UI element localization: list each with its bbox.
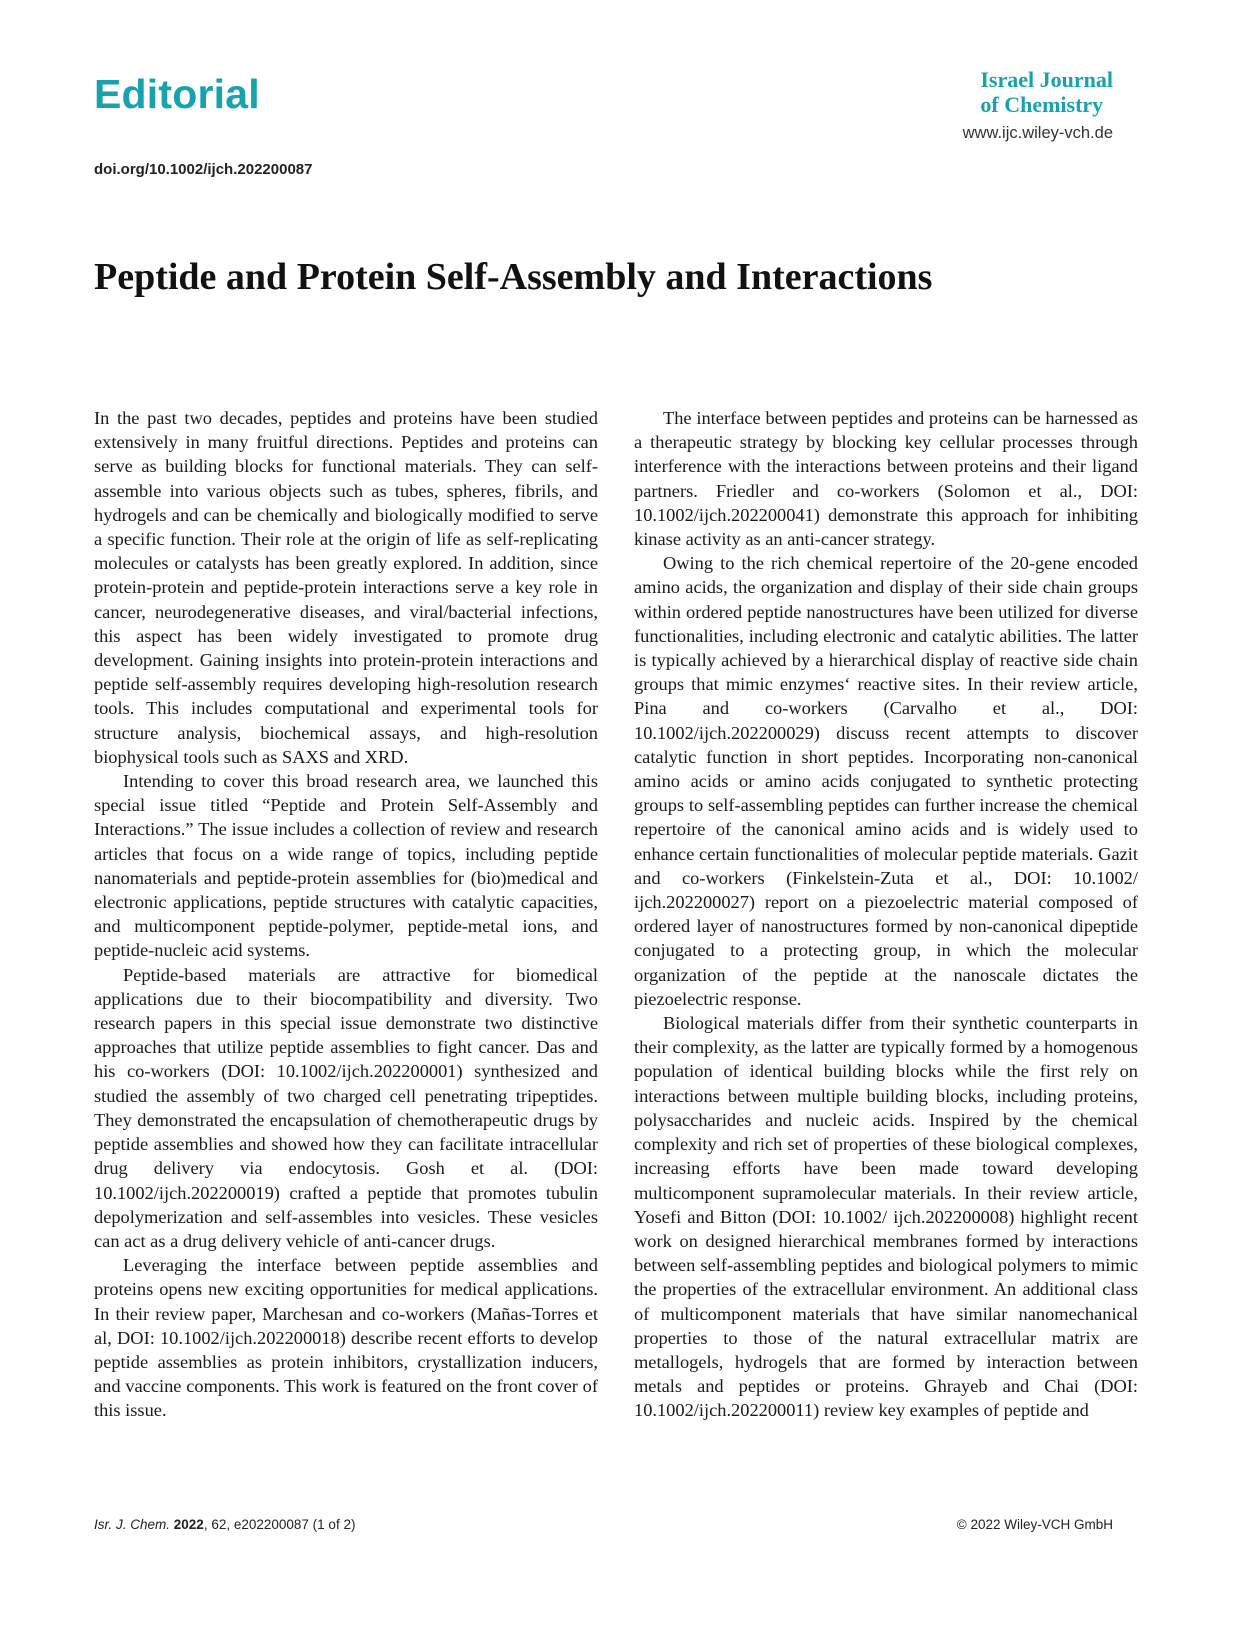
paragraph: Owing to the rich chemical repertoire of the 20-gene encoded amino acids, the organization and display of their side chain groups within ordered peptide nanostructures have been utilized for diverse functionalities, including electronic and catalytic abilities. The latter is typically achieved by a hierarchical display of reactive side chain groups that mimic enzymes‘ reactive sites. In their review article, Pina and co-workers (Carvalho et al., DOI: 10.1002/ijch.202200029) discuss recent attempts to discover catalytic function in short peptides. Incorporating non-canonical amino acids or amino acids conjugated to synthetic protecting groups to self-assembling peptides can further increase the chemical repertoire of the canonical amino acids and is widely used to enhance certain functionalities of molecular peptide materials. Gazit and co-workers (Finkelstein-Zuta et al., DOI: 10.1002/ ijch.202200027) report on a piezoelectric material composed of ordered layer of nanostructures formed by non-canonical dipeptide conjugated to a protecting group, in which the molecular organization of the peptide at the nanoscale dictates the piezoelectric response. [634, 553, 1138, 1009]
doi-link[interactable]: doi.org/10.1002/ijch.202200087 [94, 161, 313, 178]
footer-year: 2022 [173, 1517, 204, 1532]
footer-citation-rest: , 62, e202200087 (1 of 2) [203, 1517, 356, 1532]
paragraph: Biological materials differ from their synthetic counterparts in their complexity, as the latter are typically formed by a homogenous population of identical building blocks while the first rely on interactions between multiple building blocks, including proteins, polysaccharides and nucleic acids. Inspired by the chemical complexity and rich set of properties of these biological complexes, increasing efforts have been made toward developing multicomponent supramolecular materials. In their review article, Yosefi and Bitton (DOI: 10.1002/ ijch.202200008) highlight recent work on designed hierarchical membranes formed by interactions between self-assembling peptides and biological polymers to mimic the properties of the extracellular environment. An additional class of multicomponent materials that have similar nanomechanical properties to those of the natural extracellular matrix are metallogels, hydrogels that are formed by interaction between metals and peptides or proteins. Ghrayeb and Chai (DOI: 10.1002/ijch.202200011) review key examples of peptide and [634, 1013, 1138, 1421]
footer-copyright: © 2022 Wiley-VCH GmbH [956, 1517, 1113, 1532]
paragraph: Intending to cover this broad research area, we launched this special issue titled “Peptide and Protein Self-Assembly and Interactions.” The issue includes a collection of review and research articles that focus on a wide range of topics, including peptide nanomaterials and peptide-protein assemblies for (bio)medical and electronic applications, peptide structures with catalytic capacities, and multicomponent peptide-polymer, peptide-metal ions, and peptide-nucleic acid systems. [94, 771, 598, 961]
left-column [94, 406, 598, 1423]
journal-name [980, 67, 1113, 117]
journal-website-link[interactable]: www.ijc.wiley-vch.de [962, 124, 1113, 142]
paragraph: The interface between peptides and proteins can be harnessed as a therapeutic strategy by blocking key cellular processes through interference with the interactions between proteins and their ligand partners. Friedler and co-workers (Solomon et al., DOI: 10.1002/ijch.202200041) demonstrate this approach for inhibiting kinase activity as an anti-cancer strategy. [634, 408, 1138, 550]
paragraph: Leveraging the interface between peptide assemblies and proteins opens new exciting opportunities for medical applications. In their review paper, Marchesan and co-workers (Mañas-Torres et al, DOI: 10.1002/ijch.202200018) describe recent efforts to develop peptide assemblies as protein inhibitors, crystallization inducers, and vaccine components. This work is featured on the front cover of this issue. [94, 1255, 598, 1421]
footer-citation [94, 1517, 355, 1532]
footer-journal-abbrev: Isr. J. Chem. [94, 1517, 171, 1532]
paragraph: In the past two decades, peptides and proteins have been studied extensively in many fruitful directions. Peptides and proteins can serve as building blocks for functional materials. They can self-assemble into various objects such as tubes, spheres, fibrils, and hydrogels and can be chemically and biologically modified to serve a specific function. Their role at the origin of life as self-replicating molecules or catalysts has been greatly explored. In addition, since protein-protein and peptide-protein interactions serve a key role in cancer, neurodegenerative diseases, and viral/bacterial infections, this aspect has been widely investigated to promote drug development. Gaining insights into protein-protein interactions and peptide self-assembly requires developing high-resolution research tools. This includes computational and experimental tools for structure analysis, biochemical assays, and high-resolution biophysical tools such as SAXS and XRD. [94, 408, 598, 767]
article-title: Peptide and Protein Self-Assembly and Interactions [94, 256, 933, 299]
section-label: Editorial [94, 71, 260, 117]
journal-name-line1: Israel Journal [980, 67, 1113, 92]
journal-name-line2: of Chemistry [980, 92, 1104, 117]
right-column [634, 406, 1138, 1423]
paragraph: Peptide-based materials are attractive for biomedical applications due to their biocompatibility and diversity. Two research papers in this special issue demonstrate two distinctive approaches that utilize peptide assemblies to fight cancer. Das and his co-workers (DOI: 10.1002/ijch.202200001) synthesized and studied the assembly of two charged cell penetrating tripeptides. They demonstrated the encapsulation of chemotherapeutic drugs by peptide assemblies and showed how they can facilitate intracellular drug delivery via endocytosis. Gosh et al. (DOI: 10.1002/ijch.202200019) crafted a peptide that promotes tubulin depolymerization and self-assembles into vesicles. These vesicles can act as a drug delivery vehicle of anti-cancer drugs. [94, 964, 598, 1251]
